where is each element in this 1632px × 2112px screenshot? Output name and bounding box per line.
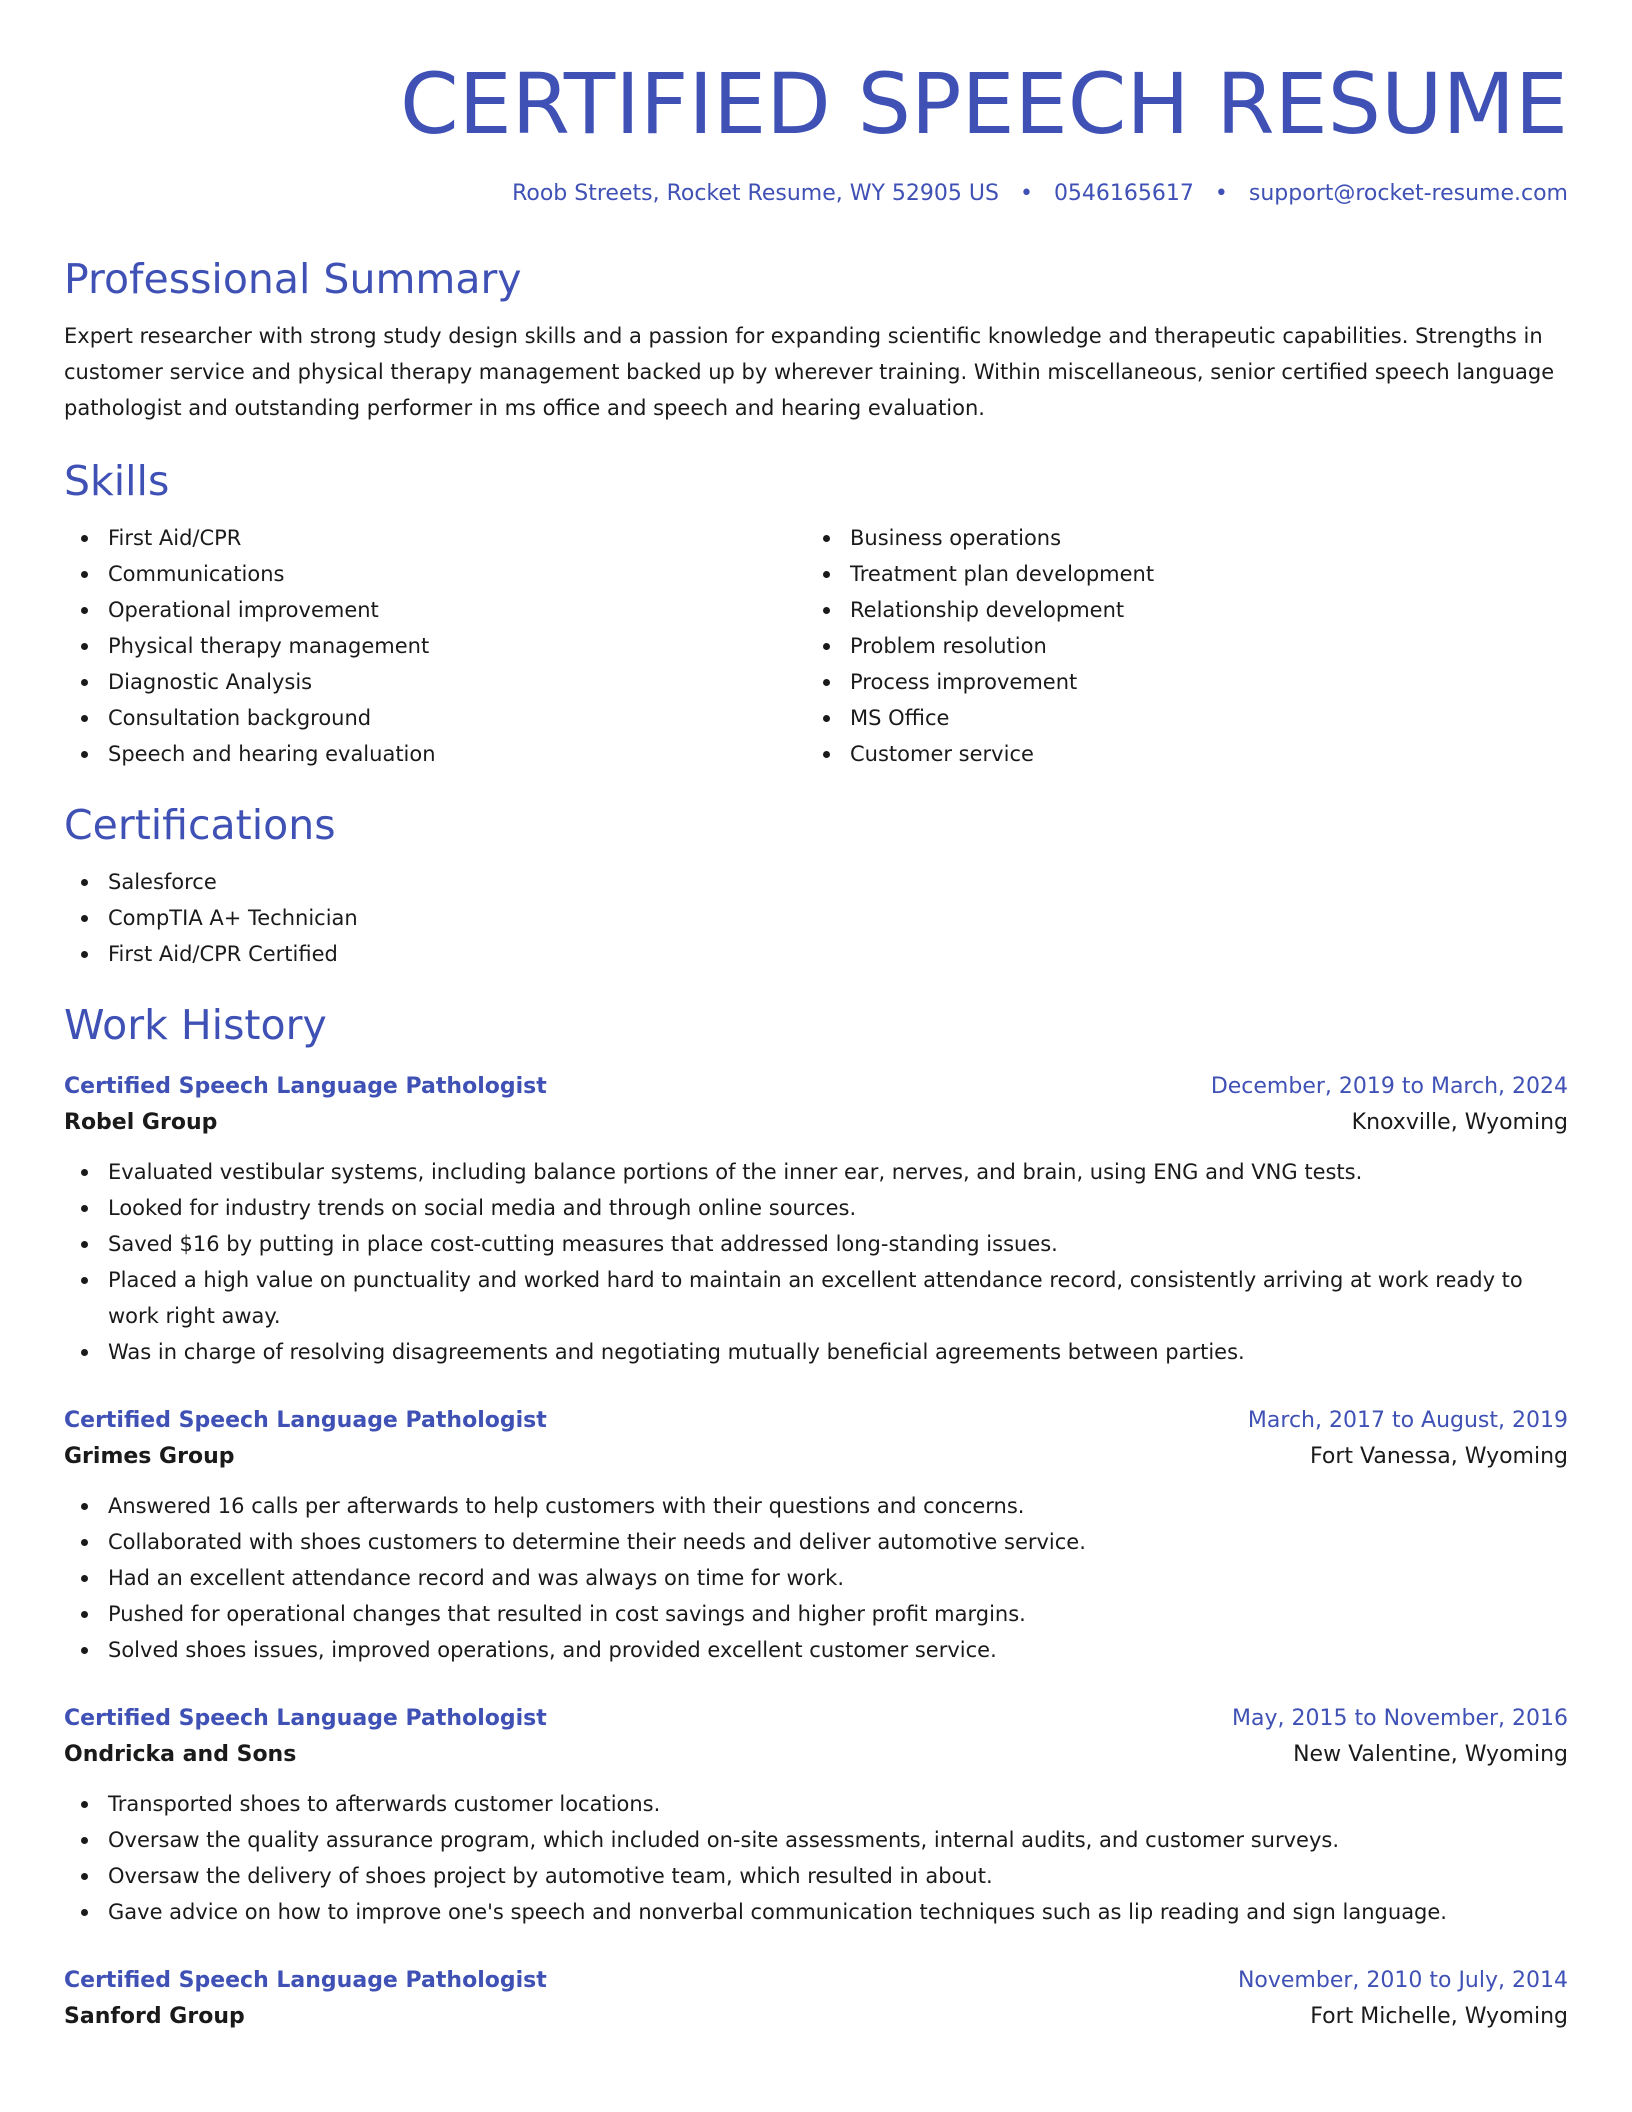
skills-column-left bbox=[64, 520, 806, 772]
job-company-row bbox=[64, 1736, 1568, 1774]
job-company: Robel Group bbox=[64, 1110, 218, 1135]
skills-columns bbox=[64, 520, 1568, 772]
job-dates: November, 2010 to July, 2014 bbox=[1237, 1968, 1568, 1993]
job-header-row bbox=[64, 1404, 1568, 1438]
job-title: Certified Speech Language Pathologist bbox=[64, 1968, 547, 1993]
resume-header bbox=[64, 0, 1568, 210]
certification-item: CompTIA A+ Technician bbox=[108, 900, 1568, 936]
contact-separator: • bbox=[1214, 181, 1228, 206]
job-header-row bbox=[64, 1964, 1568, 1998]
job-entry bbox=[64, 1702, 1568, 1930]
skills-column-right bbox=[806, 520, 1548, 772]
skills-list-left bbox=[64, 520, 806, 772]
work-history-heading: Work History bbox=[64, 1001, 327, 1049]
certification-item: First Aid/CPR Certified bbox=[108, 936, 1568, 972]
summary-text: Expert researcher with strong study design skills and a passion for expanding scientific knowledge and therapeutic capabilities. Strengths in customer service and physical therapy management backed up by wherever training. Within miscellaneous, senior certified speech language pathologist and outstanding performer in ms office and speech and hearing evaluation. bbox=[64, 324, 1555, 420]
summary-heading: Professional Summary bbox=[64, 255, 522, 303]
job-header-row bbox=[64, 1702, 1568, 1736]
job-location: Knoxville, Wyoming bbox=[1351, 1110, 1568, 1135]
job-bullet: Was in charge of resolving disagreements and negotiating mutually beneficial agreements between parties. bbox=[108, 1334, 1568, 1370]
job-entry bbox=[64, 1964, 1568, 2036]
job-bullet: Saved $16 by putting in place cost-cutting measures that addressed long-standing issues. bbox=[108, 1226, 1568, 1262]
skill-item: Treatment plan development bbox=[850, 556, 1548, 592]
contact-email: support@rocket-resume.com bbox=[1248, 181, 1568, 206]
job-bullets bbox=[64, 1488, 1568, 1668]
job-bullet: Looked for industry trends on social media and through online sources. bbox=[108, 1190, 1568, 1226]
skill-item: Physical therapy management bbox=[108, 628, 806, 664]
resume-name: CERTIFIED SPEECH RESUME bbox=[399, 55, 1568, 153]
job-bullet: Had an excellent attendance record and was always on time for work. bbox=[108, 1560, 1568, 1596]
job-bullet: Evaluated vestibular systems, including balance portions of the inner ear, nerves, and brain, using ENG and VNG tests. bbox=[108, 1154, 1568, 1190]
job-bullet: Pushed for operational changes that resulted in cost savings and higher profit margins. bbox=[108, 1596, 1568, 1632]
job-title: Certified Speech Language Pathologist bbox=[64, 1074, 547, 1099]
job-bullet: Gave advice on how to improve one's speech and nonverbal communication techniques such as lip reading and sign language. bbox=[108, 1894, 1568, 1930]
job-company-row bbox=[64, 1438, 1568, 1476]
skill-item: Communications bbox=[108, 556, 806, 592]
skill-item: Customer service bbox=[850, 736, 1548, 772]
skill-item: Consultation background bbox=[108, 700, 806, 736]
job-title: Certified Speech Language Pathologist bbox=[64, 1706, 547, 1731]
job-title: Certified Speech Language Pathologist bbox=[64, 1408, 547, 1433]
contact-separator: • bbox=[1019, 181, 1033, 206]
job-dates: March, 2017 to August, 2019 bbox=[1247, 1408, 1568, 1433]
contact-address: Roob Streets, Rocket Resume, WY 52905 US bbox=[512, 181, 999, 206]
skill-item: Diagnostic Analysis bbox=[108, 664, 806, 700]
certification-item: Salesforce bbox=[108, 864, 1568, 900]
job-bullets bbox=[64, 1154, 1568, 1370]
job-location: Fort Michelle, Wyoming bbox=[1310, 2004, 1568, 2029]
job-company-row bbox=[64, 1104, 1568, 1142]
contact-line bbox=[64, 178, 1568, 210]
skill-item: Operational improvement bbox=[108, 592, 806, 628]
job-entry bbox=[64, 1404, 1568, 1668]
job-company: Grimes Group bbox=[64, 1444, 235, 1469]
job-bullet: Collaborated with shoes customers to determine their needs and deliver automotive service. bbox=[108, 1524, 1568, 1560]
job-dates: May, 2015 to November, 2016 bbox=[1232, 1706, 1568, 1731]
job-bullet: Placed a high value on punctuality and worked hard to maintain an excellent attendance record, consistently arriving at work ready to work right away. bbox=[108, 1262, 1568, 1334]
job-bullet: Oversaw the delivery of shoes project by automotive team, which resulted in about. bbox=[108, 1858, 1568, 1894]
certifications-list bbox=[64, 864, 1568, 972]
skill-item: First Aid/CPR bbox=[108, 520, 806, 556]
skills-heading: Skills bbox=[64, 457, 170, 505]
job-bullet: Oversaw the quality assurance program, which included on-site assessments, internal audits, and customer surveys. bbox=[108, 1822, 1568, 1858]
contact-phone: 0546165617 bbox=[1053, 181, 1194, 206]
job-bullets bbox=[64, 1786, 1568, 1930]
skill-item: Business operations bbox=[850, 520, 1548, 556]
job-dates: December, 2019 to March, 2024 bbox=[1210, 1074, 1568, 1099]
skill-item: Process improvement bbox=[850, 664, 1548, 700]
job-company: Sanford Group bbox=[64, 2004, 245, 2029]
job-entry bbox=[64, 1070, 1568, 1370]
skill-item: MS Office bbox=[850, 700, 1548, 736]
skill-item: Relationship development bbox=[850, 592, 1548, 628]
job-header-row bbox=[64, 1070, 1568, 1104]
job-bullet: Solved shoes issues, improved operations, and provided excellent customer service. bbox=[108, 1632, 1568, 1668]
certifications-heading: Certifications bbox=[64, 801, 336, 849]
job-location: Fort Vanessa, Wyoming bbox=[1310, 1444, 1568, 1469]
job-location: New Valentine, Wyoming bbox=[1293, 1742, 1568, 1767]
skill-item: Speech and hearing evaluation bbox=[108, 736, 806, 772]
job-bullet: Transported shoes to afterwards customer locations. bbox=[108, 1786, 1568, 1822]
job-company-row bbox=[64, 1998, 1568, 2036]
job-bullet: Answered 16 calls per afterwards to help customers with their questions and concerns. bbox=[108, 1488, 1568, 1524]
job-company: Ondricka and Sons bbox=[64, 1742, 297, 1767]
skill-item: Problem resolution bbox=[850, 628, 1548, 664]
skills-list-right bbox=[806, 520, 1548, 772]
